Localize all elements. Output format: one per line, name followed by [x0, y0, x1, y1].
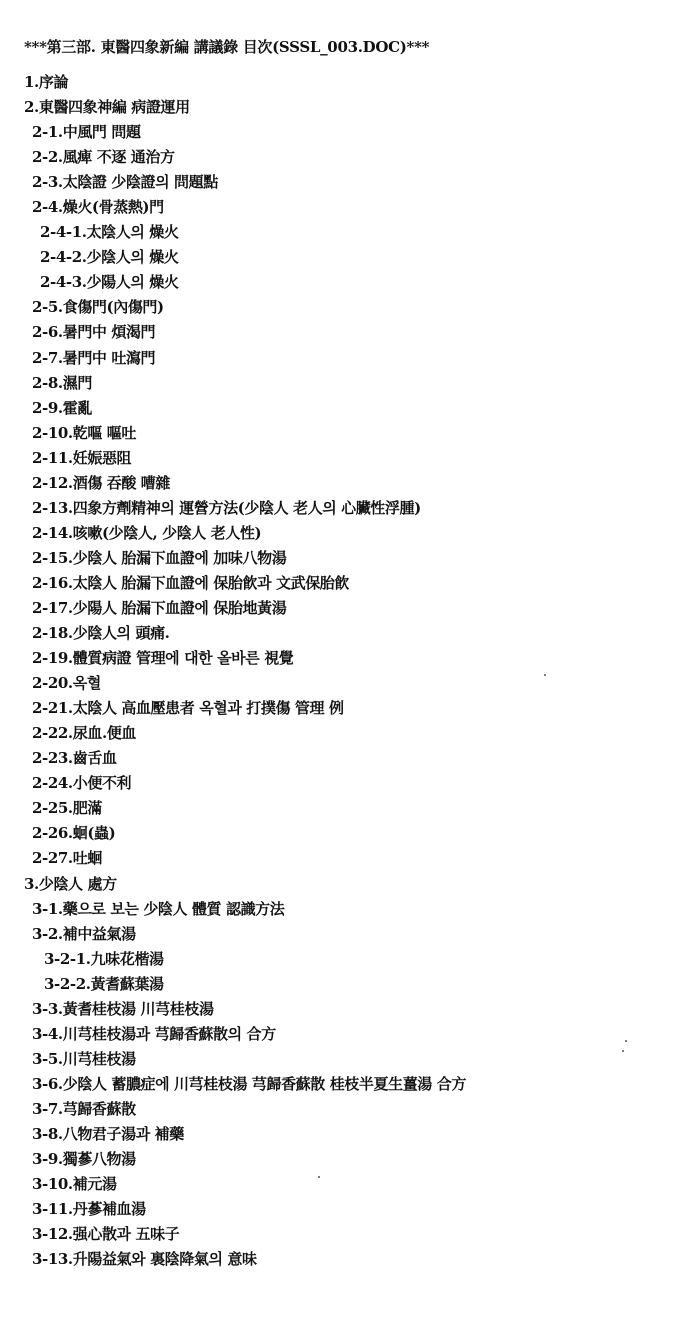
toc-entry: 3-1.藥으로 보는 少陰人 體質 認識方法 [32, 899, 285, 918]
scan-speck [318, 1176, 320, 1178]
toc-entry: 2-27.吐蛔 [32, 849, 102, 868]
toc-entry: 3-2-1.九味花楷湯 [44, 949, 164, 968]
toc-entry: 2-4-3.少陽人의 燥火 [40, 273, 179, 292]
toc-entry: 2-15.少陰人 胎漏下血證에 加味八物湯 [32, 548, 287, 567]
toc-entry: 2-13.四象方劑精神의 運營方法(少陰人 老人의 心臟性浮腫) [32, 498, 421, 517]
toc-entry: 1.序論 [24, 73, 69, 91]
toc-entry: 2-21.太陰人 高血壓患者 옥혈과 打撲傷 管理 例 [32, 699, 344, 718]
toc-entry: 2-24.小便不利 [32, 774, 132, 793]
scan-speck [544, 674, 546, 676]
toc-entry: 3-8.八物君子湯과 補藥 [32, 1124, 184, 1143]
toc-entry: 2-25.肥滿 [32, 799, 102, 818]
toc-entry: 2-8.濕門 [32, 373, 92, 392]
scan-speck [625, 1040, 627, 1042]
toc-entry: 3-2-2.黃耆蘇葉湯 [44, 974, 164, 993]
toc-entry: 2-14.咳嗽(少陰人, 少陰人 老人性) [32, 523, 262, 542]
toc-entry: 3-7.芎歸香蘇散 [32, 1099, 136, 1118]
toc-entry: 2-17.少陽人 胎漏下血證에 保胎地黃湯 [32, 598, 287, 617]
toc-entry: 2-4.燥火(骨蒸熱)門 [32, 198, 164, 217]
toc-entry: 2-3.太陰證 少陰證의 問題點 [32, 173, 218, 192]
toc-entry: 3-11.丹蔘補血湯 [32, 1200, 146, 1219]
toc-entry: 3-13.升陽益氣와 裏陰降氣의 意味 [32, 1250, 257, 1269]
table-of-contents [0, 70, 700, 1272]
toc-entry: 2-23.齒舌血 [32, 749, 117, 768]
toc-entry: 2.東醫四象神編 病證運用 [24, 98, 190, 117]
toc-entry: 2-19.體質病證 管理에 대한 올바른 視覺 [32, 649, 294, 668]
toc-entry: 2-11.妊娠惡阻 [32, 448, 132, 467]
toc-entry: 2-22.尿血.便血 [32, 724, 136, 743]
toc-entry: 2-7.暑門中 吐瀉門 [32, 348, 156, 367]
toc-entry: 3-5.川芎桂枝湯 [32, 1049, 136, 1068]
toc-entry: 2-2.風痺 不逐 通治方 [32, 148, 175, 167]
toc-entry: 3-6.少陰人 蓄膿症에 川芎桂枝湯 芎歸香蘇散 桂枝半夏生薑湯 合方 [32, 1074, 466, 1093]
toc-entry: 2-16.太陰人 胎漏下血證에 保胎飮과 文武保胎飮 [32, 573, 350, 592]
toc-entry: 3-3.黃耆桂枝湯 川芎桂枝湯 [32, 999, 214, 1018]
toc-entry: 2-1.中風門 問題 [32, 123, 141, 142]
toc-entry: 3-2.補中益氣湯 [32, 924, 136, 943]
scan-speck [622, 1050, 624, 1052]
toc-entry: 2-20.옥혈 [32, 674, 101, 693]
toc-entry: 2-4-2.少陰人의 燥火 [40, 248, 179, 267]
toc-entry: 2-26.蛔(蟲) [32, 824, 116, 843]
toc-entry: 2-10.乾嘔 嘔吐 [32, 423, 136, 442]
toc-entry: 2-9.霍亂 [32, 398, 92, 417]
toc-entry: 2-18.少陰人의 頭痛. [32, 624, 170, 643]
toc-entry: 3-10.補元湯 [32, 1175, 117, 1194]
toc-entry: 2-5.食傷門(內傷門) [32, 298, 164, 317]
toc-entry: 3-12.强心散과 五味子 [32, 1225, 180, 1244]
toc-entry: 2-12.酒傷 吞酸 嘈雜 [32, 473, 171, 492]
toc-entry: 3-4.川芎桂枝湯과 芎歸香蘇散의 合方 [32, 1024, 276, 1043]
document-title: ***第三部. 東醫四象新編 講議錄 目次(SSSL_003.DOC)*** [24, 38, 430, 56]
toc-entry: 3.少陰人 處方 [24, 874, 117, 893]
toc-entry: 3-9.獨蔘八物湯 [32, 1150, 136, 1169]
toc-entry: 2-6.暑門中 煩渴門 [32, 323, 156, 342]
toc-entry: 2-4-1.太陰人의 燥火 [40, 223, 179, 242]
